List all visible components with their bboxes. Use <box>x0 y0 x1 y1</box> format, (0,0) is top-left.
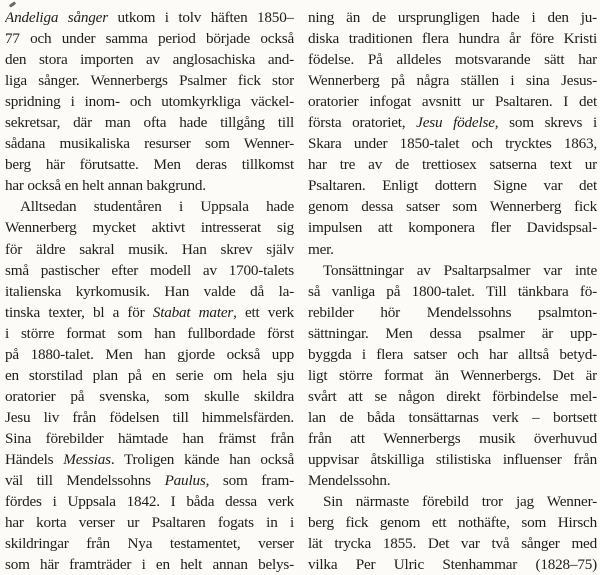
body-text: Tonsättningar av Psaltarpsalmer var inte <box>323 261 597 279</box>
text-line <box>5 344 294 365</box>
text-line <box>5 491 294 512</box>
text-line <box>5 196 294 217</box>
text-line <box>308 491 597 512</box>
text-line <box>308 449 597 470</box>
text-line <box>308 239 597 260</box>
text-line <box>5 554 294 575</box>
body-text: Jesu liv från födelsen till himmelsfärden. <box>5 408 294 426</box>
body-text: lan de båda tonsättarnas verk – bortsett <box>308 408 597 426</box>
body-text: lät trycka 1855. Det var två sånger med <box>308 535 597 553</box>
text-line <box>308 70 597 91</box>
body-text: från att Wennerbergs musik överhuvud <box>308 429 597 447</box>
text-line <box>5 28 294 49</box>
body-text: Wennerberg mycket aktivt intresserat sig <box>5 219 294 237</box>
body-text: tinska texter, bl a för <box>5 303 153 321</box>
body-text: Wennerberg på några ställen i sina Jesus- <box>308 72 597 90</box>
body-text: för äldre sakral musik. Han skrev själv <box>5 240 294 258</box>
text-line <box>308 175 597 196</box>
text-line <box>5 470 294 491</box>
body-text: fördes i Uppsala 1842. I båda dessa verk <box>5 493 294 511</box>
text-line <box>308 133 597 154</box>
italic-title-text: Andeliga sånger <box>5 9 108 26</box>
body-text: den stora importen av anglosachiska and- <box>5 51 294 69</box>
text-line <box>5 386 294 407</box>
text-line <box>308 323 597 344</box>
text-line <box>5 7 294 28</box>
body-text: impulsen att komponera fler Davidspsal- <box>308 219 597 237</box>
body-text: på 1880-talet. Men han gjorde också upp <box>5 345 294 363</box>
body-text: skildringar från Nya testamentet, verser <box>5 535 294 553</box>
body-text: . Troligen kände han också <box>110 450 294 468</box>
body-text: födelse. På alldeles motsvarande sätt har <box>308 51 597 69</box>
text-line <box>308 365 597 386</box>
body-text: sådana musikaliska resurser som Wenner- <box>5 135 294 153</box>
text-line <box>5 260 294 281</box>
text-line <box>5 449 294 470</box>
text-line <box>308 154 597 175</box>
text-line <box>308 7 597 28</box>
body-text: Sina förebilder hämtade han främst från <box>5 429 294 447</box>
body-text: diska traditionen flera hundra år före Kristi <box>308 30 597 48</box>
text-line <box>308 281 597 302</box>
body-text: italienska kyrkomusik. Han valde då la- <box>5 282 294 300</box>
text-line <box>5 91 294 112</box>
text-line <box>5 175 294 196</box>
text-line <box>308 386 597 407</box>
body-text: berg här förutsatte. Men deras tillkomst <box>5 156 294 174</box>
body-text: oratorier infogat avsnitt ur Psaltaren. I det <box>308 93 597 111</box>
text-line <box>308 533 597 554</box>
text-line <box>5 407 294 428</box>
body-text: genom dessa satser som Wennerberg fick <box>308 198 597 216</box>
body-text: oratorier på svenska, som skulle skildra <box>5 387 294 405</box>
text-line <box>308 470 597 491</box>
text-line <box>5 281 294 302</box>
body-text: spridning i inom- och utomkyrkliga väckel- <box>5 93 294 111</box>
body-text: sättningar. Men dessa psalmer är upp- <box>308 324 597 342</box>
body-text: Händels <box>5 450 64 468</box>
text-line <box>5 217 294 238</box>
text-line <box>5 112 294 133</box>
body-text: , som skrevs i <box>494 114 597 132</box>
text-line <box>308 344 597 365</box>
italic-title-text: Messias <box>63 450 111 468</box>
body-text: svårt att se någon direkt förbindelse mel- <box>308 387 597 405</box>
body-text: första oratoriet, <box>308 114 417 132</box>
text-line <box>308 112 597 133</box>
body-text: Sin närmaste förebild tror jag Wenner- <box>323 493 597 511</box>
body-text: har tre av de trettiosex satserna text ur <box>308 156 597 174</box>
body-text: i större format som han fullbordade först <box>5 324 294 342</box>
text-line <box>308 49 597 70</box>
text-line <box>308 428 597 449</box>
text-line <box>308 91 597 112</box>
text-line <box>5 533 294 554</box>
text-line <box>5 239 294 260</box>
text-line <box>308 512 597 533</box>
text-line <box>308 554 597 575</box>
text-line <box>5 49 294 70</box>
text-line <box>308 407 597 428</box>
text-line <box>5 154 294 175</box>
italic-title-text: Paulus <box>164 472 206 490</box>
text-line <box>5 323 294 344</box>
text-line <box>308 28 597 49</box>
body-text: har också en helt annan bakgrund. <box>5 177 206 195</box>
body-text: ligt större format än Wennerbergs. Det är <box>308 366 597 384</box>
body-text: som här framträder i en helt annan belys- <box>5 556 294 574</box>
body-text: ning än de ursprungligen hade i den ju- <box>308 9 597 26</box>
body-text: utkom i tolv häften 1850– <box>107 9 294 26</box>
body-text: har korta verser ur Psaltaren fogats in i <box>5 514 294 532</box>
body-text: berg fick genom ett nothäfte, som Hirsch <box>308 514 597 532</box>
body-text: uppvisar åtskilliga stilistiska influenser från <box>308 450 597 468</box>
right-column <box>308 7 597 575</box>
text-line <box>5 428 294 449</box>
body-text: vilka Per Ulric Stenhammar (1828–75) <box>308 556 597 574</box>
body-text: Skara under 1850-talet och trycktes 1863, <box>308 135 597 153</box>
text-line <box>5 512 294 533</box>
body-text: mer. <box>308 240 334 258</box>
body-text: liga sånger. Wennerbergs Psalmer fick stor <box>5 72 294 90</box>
text-line <box>5 365 294 386</box>
body-text: , ett verk <box>233 303 294 321</box>
text-line <box>5 70 294 91</box>
body-text: små pastischer efter modell av 1700-talets <box>5 261 294 279</box>
body-text: Psaltaren. Enligt dottern Signe var det <box>308 177 597 195</box>
text-line <box>308 260 597 281</box>
body-text: byggda i flera satser och har alltså betyd- <box>308 345 597 363</box>
text-line <box>308 196 597 217</box>
body-text: 77 och under samma period började också <box>5 30 294 48</box>
body-text: väl till Mendelssohns <box>5 472 165 490</box>
body-text: , som fram- <box>205 472 294 490</box>
text-line <box>308 302 597 323</box>
italic-title-text: Stabat mater <box>152 303 234 321</box>
text-line <box>5 302 294 323</box>
italic-title-text: Jesu födelse <box>416 114 495 132</box>
body-text: Alltsedan studentåren i Uppsala hade <box>20 198 294 216</box>
body-text: sekretsar, där man ofta hade tillgång till <box>5 114 294 132</box>
body-text: rebilder hör Mendelssohns psalmton- <box>308 303 597 321</box>
text-line <box>5 133 294 154</box>
body-text: en storstilad plan på en serie om hela sju <box>5 366 294 384</box>
body-text: så vanliga på 1800-talet. Till tänkbara fö- <box>308 282 597 300</box>
left-column <box>5 7 294 575</box>
body-text: Mendelssohn. <box>308 472 391 490</box>
text-line <box>308 217 597 238</box>
